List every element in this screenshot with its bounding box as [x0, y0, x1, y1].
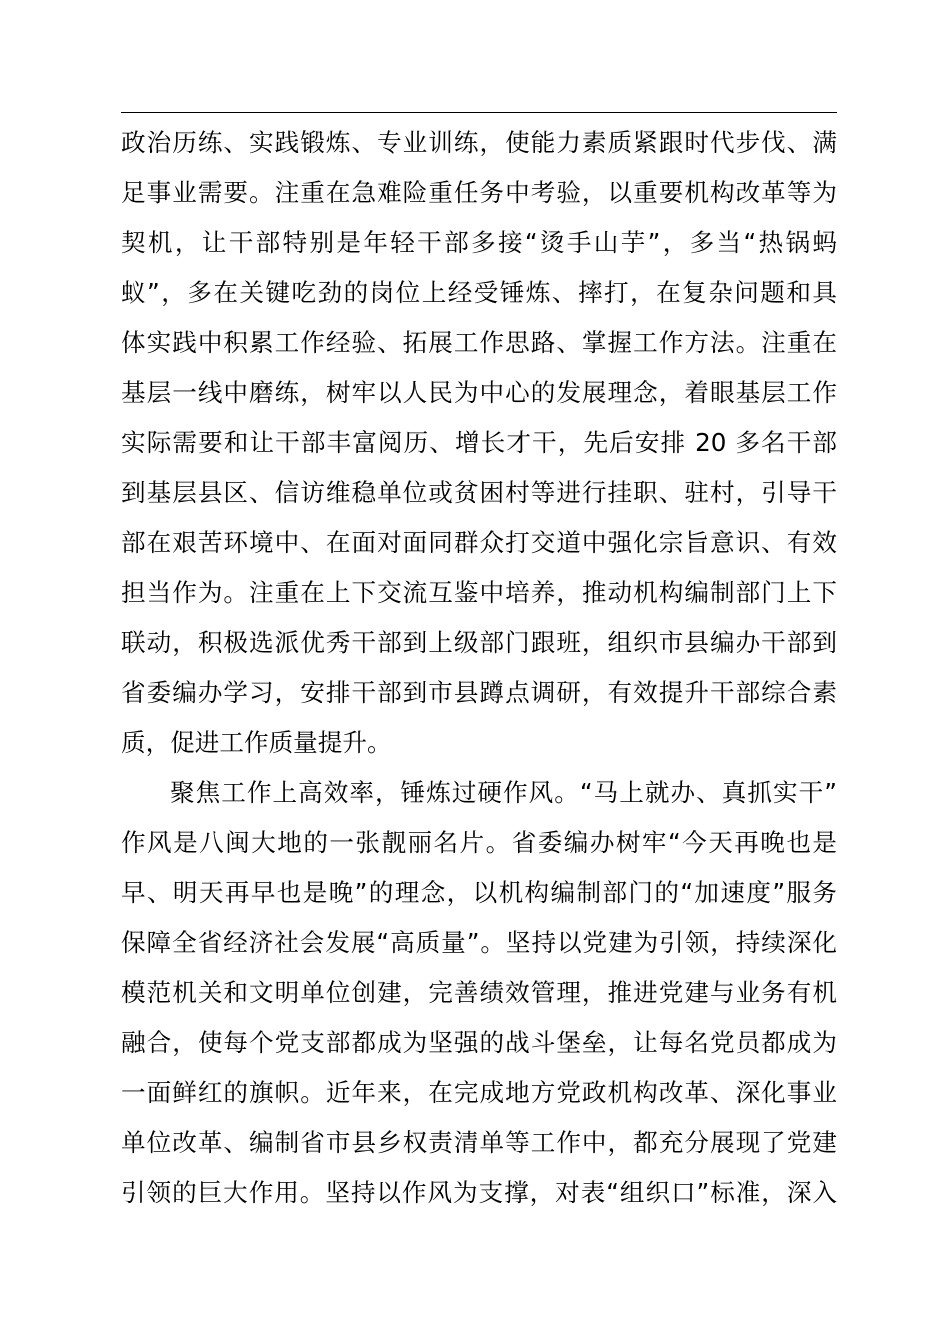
- text-line: 体实践中积累工作经验、拓展工作思路、掌握工作方法。注重在: [121, 328, 837, 357]
- paragraph-work-style: [121, 768, 837, 1218]
- text-line: 实际需要和让干部丰富阅历、增长才干，先后安排 20 多名干部: [121, 428, 837, 457]
- text-line: 引领的巨大作用。坚持以作风为支撑，对表“组织口”标准，深入: [121, 1178, 837, 1207]
- text-line: 聚焦工作上高效率，锤炼过硬作风。“马上就办、真抓实干”: [170, 778, 837, 807]
- paragraph-cadre-training: [121, 118, 837, 768]
- text-line: 联动，积极选派优秀干部到上级部门跟班，组织市县编办干部到: [121, 628, 837, 657]
- text-line: 政治历练、实践锻炼、专业训练，使能力素质紧跟时代步伐、满: [121, 128, 837, 157]
- document-body: [121, 118, 837, 1218]
- text-line: 单位改革、编制省市县乡权责清单等工作中，都充分展现了党建: [121, 1128, 837, 1157]
- text-line: 基层一线中磨练，树牢以人民为中心的发展理念，着眼基层工作: [121, 378, 837, 407]
- text-line: 足事业需要。注重在急难险重任务中考验，以重要机构改革等为: [121, 178, 837, 207]
- text-line: 契机，让干部特别是年轻干部多接“烫手山芋”，多当“热锅蚂: [121, 228, 837, 257]
- text-line: 早、明天再早也是晚”的理念，以机构编制部门的“加速度”服务: [121, 878, 837, 907]
- text-line: 质，促进工作质量提升。: [121, 728, 392, 757]
- header-rule: [121, 112, 837, 113]
- text-line: 保障全省经济社会发展“高质量”。坚持以党建为引领，持续深化: [121, 928, 837, 957]
- text-line: 融合，使每个党支部都成为坚强的战斗堡垒，让每名党员都成为: [121, 1028, 837, 1057]
- text-line: 省委编办学习，安排干部到市县蹲点调研，有效提升干部综合素: [121, 678, 837, 707]
- text-line: 蚁”，多在关键吃劲的岗位上经受锤炼、摔打，在复杂问题和具: [121, 278, 837, 307]
- text-line: 作风是八闽大地的一张靓丽名片。省委编办树牢“今天再晚也是: [121, 828, 837, 857]
- text-line: 一面鲜红的旗帜。近年来，在完成地方党政机构改革、深化事业: [121, 1078, 837, 1107]
- text-line: 模范机关和文明单位创建，完善绩效管理，推进党建与业务有机: [121, 978, 837, 1007]
- text-line: 担当作为。注重在上下交流互鉴中培养，推动机构编制部门上下: [121, 578, 837, 607]
- text-line: 到基层县区、信访维稳单位或贫困村等进行挂职、驻村，引导干: [121, 478, 837, 507]
- text-line: 部在艰苦环境中、在面对面同群众打交道中强化宗旨意识、有效: [121, 528, 837, 557]
